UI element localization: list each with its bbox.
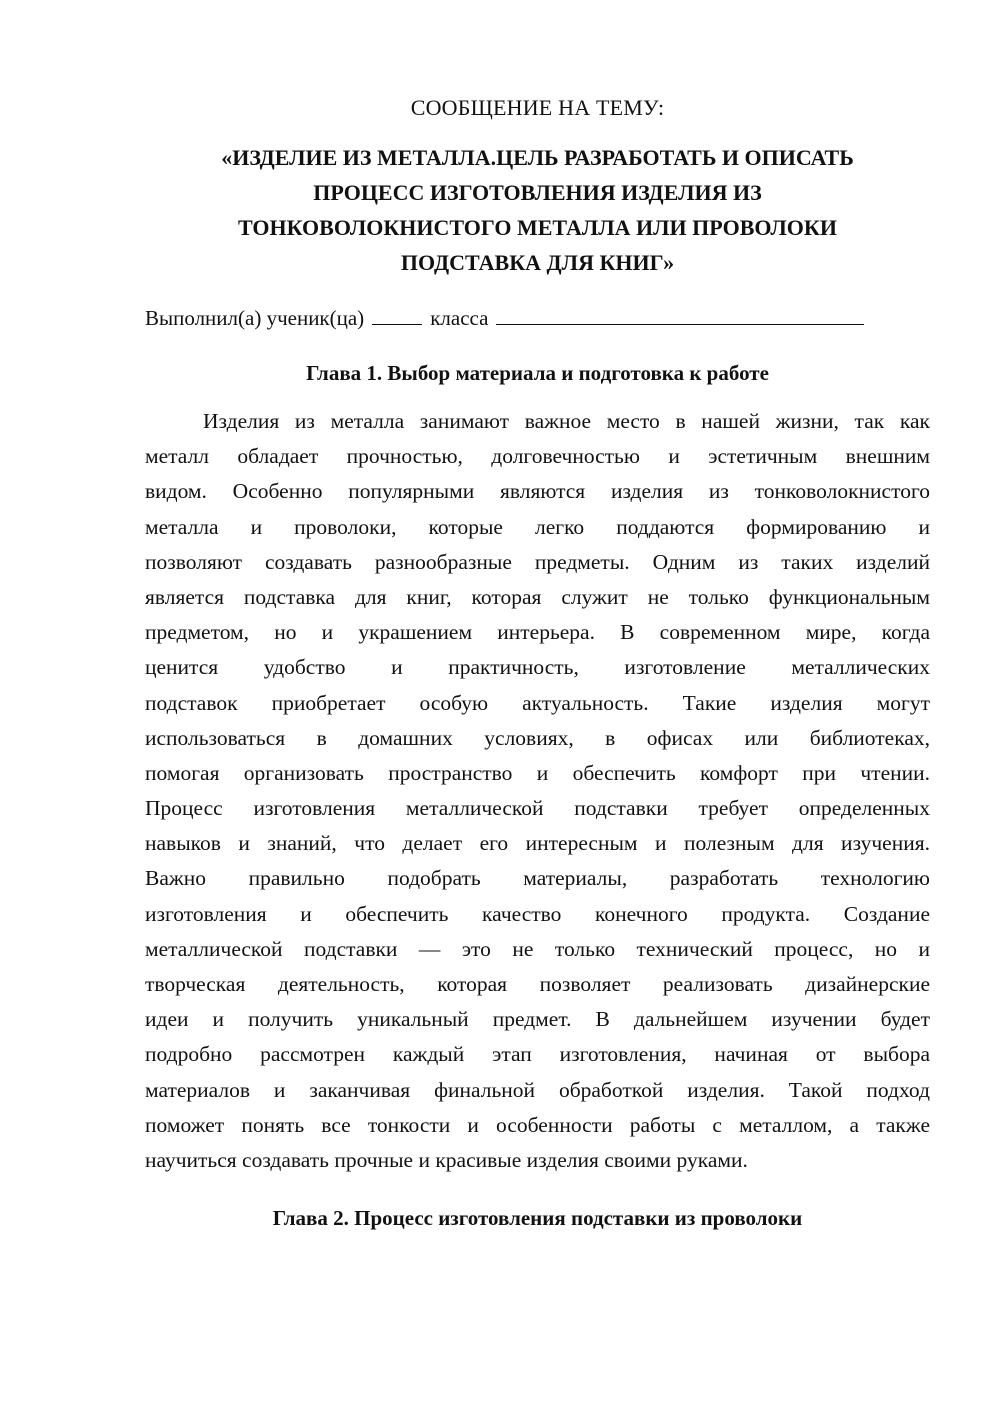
performed-by-label: Выполнил(а) ученик(ца) — [145, 306, 365, 330]
paragraph-line: Изделия из металла занимают важное место в нашей жизни, так как — [203, 409, 930, 433]
title-line: ПОДСТАВКА ДЛЯ КНИГ» — [400, 250, 675, 275]
topic-label: СООБЩЕНИЕ НА ТЕМУ: — [410, 95, 665, 120]
paragraph-line: помогая организовать пространство и обеспечить комфорт при чтении. — [145, 760, 930, 785]
paragraph-line: творческая деятельность, которая позволяет реализовать дизайнерские — [145, 972, 930, 996]
chapter-2-heading: Глава 2. Процесс изготовления подставки из проволоки — [272, 1206, 803, 1230]
paragraph-line: видом. Особенно популярными являются изделия из тонковолокнистого — [145, 479, 930, 504]
paragraph-line: металл обладает прочностью, долговечностью и эстетичным внешним — [145, 444, 930, 469]
paragraph-line: подробно рассмотрен каждый этап изготовления, начиная от выбора — [145, 1042, 930, 1067]
paragraph-line: ценится удобство и практичность, изготовление металлических — [145, 655, 930, 680]
paragraph-line: является подставка для книг, которая служит не только функциональным — [145, 584, 930, 609]
paragraph-line: Важно правильно подобрать материалы, разработать технологию — [145, 866, 930, 891]
title-line: ПРОЦЕСС ИЗГОТОВЛЕНИЯ ИЗДЕЛИЯ ИЗ — [313, 180, 762, 205]
paragraph-line: подставок приобретает особую актуальность. Такие изделия могут — [145, 690, 930, 715]
title-line: «ИЗДЕЛИЕ ИЗ МЕТАЛЛА.ЦЕЛЬ РАЗРАБОТАТЬ И ОПИСАТЬ — [221, 145, 854, 170]
paragraph-line: изготовления и обеспечить качество конечного продукта. Создание — [145, 901, 930, 926]
document-title — [145, 140, 930, 280]
paragraph-line: Процесс изготовления металлической подставки требует определенных — [145, 796, 930, 821]
paragraph-line: использоваться в домашних условиях, в офисах или библиотеках, — [145, 725, 930, 750]
paragraph-line: поможет понять все тонкости и особенности работы с металлом, а также — [145, 1112, 930, 1137]
paragraph-line: металла и проволоки, которые легко поддаются формированию и — [145, 514, 930, 539]
paragraph-line: металлической подставки — это не только технический процесс, но и — [145, 936, 930, 961]
paragraph-line: навыков и знаний, что делает его интересным и полезным для изучения. — [145, 831, 930, 856]
chapter-1-heading: Глава 1. Выбор материала и подготовка к работе — [306, 361, 769, 385]
paragraph-line: идеи и получить уникальный предмет. В дальнейшем изучении будет — [145, 1007, 930, 1032]
paragraph-line: научиться создавать прочные и красивые изделия своими руками. — [145, 1147, 748, 1172]
class-blank — [496, 304, 864, 325]
paragraph-line: позволяют создавать разнообразные предметы. Одним из таких изделий — [145, 549, 930, 574]
grade-blank — [372, 304, 422, 325]
author-line — [145, 303, 930, 333]
paragraph-line: предметом, но и украшением интерьера. В современном мире, когда — [145, 620, 930, 645]
title-line: ТОНКОВОЛОКНИСТОГО МЕТАЛЛА ИЛИ ПРОВОЛОКИ — [238, 215, 837, 240]
chapter-1-paragraph — [145, 404, 930, 1178]
paragraph-line: материалов и заканчивая финальной обработкой изделия. Такой подход — [145, 1077, 930, 1102]
class-label: класса — [430, 306, 489, 330]
